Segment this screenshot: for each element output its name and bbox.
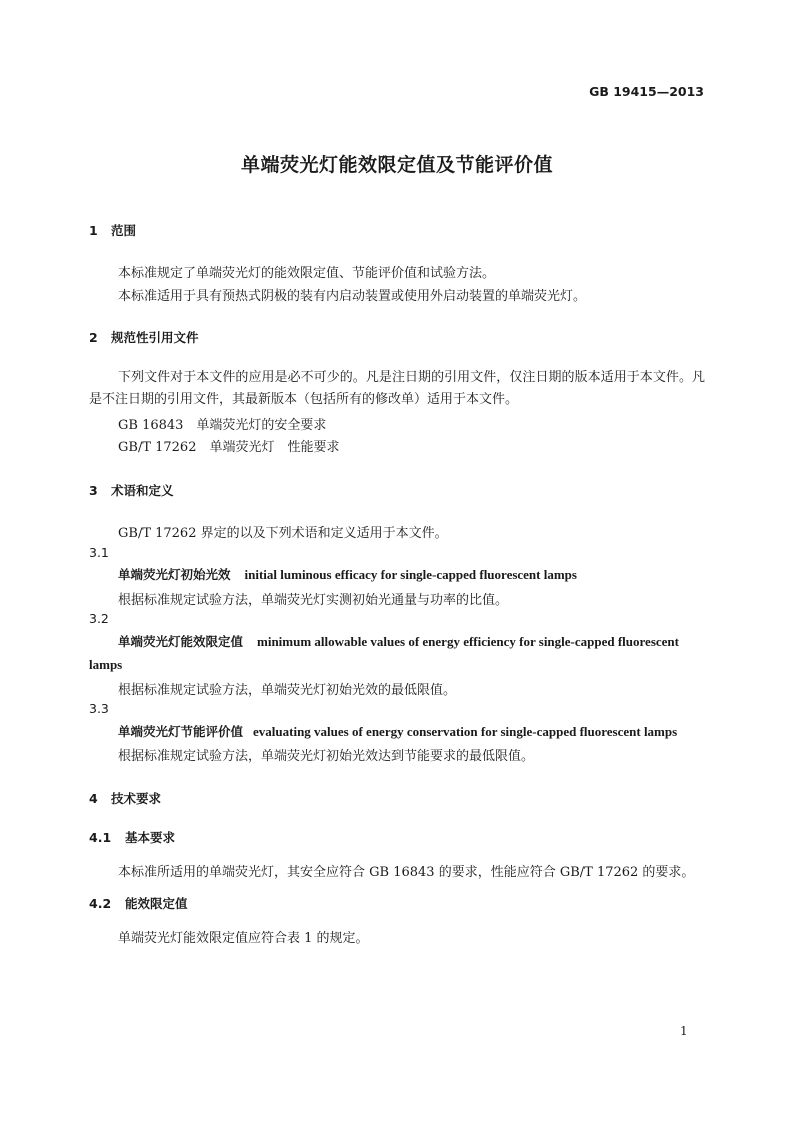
term-definition: 根据标准规定试验方法，单端荧光灯初始光效达到节能要求的最低限值。 (118, 749, 535, 764)
term-en: minimum allowable values of energy efficiency for single-capped fluorescent lamps (89, 634, 679, 672)
term-zh: 单端荧光灯能效限定值 (118, 634, 244, 649)
term-en: evaluating values of energy conservation for single-capped fluorescent lamps (253, 724, 678, 739)
term-en: initial luminous efficacy for single-capped fluorescent lamps (244, 567, 577, 582)
term-definition: 根据标准规定试验方法，单端荧光灯实测初始光通量与功率的比值。 (118, 593, 509, 608)
reference-item: GB 16843 单端荧光灯的安全要求 (118, 418, 327, 433)
subsection-number: 4.1 (89, 830, 112, 845)
section-number: 4 (89, 791, 98, 806)
section-title: 规范性引用文件 (111, 330, 199, 345)
efficiency-limit-text: 单端荧光灯能效限定值应符合表 1 的规定。 (118, 931, 369, 946)
scope-paragraph-1: 本标准规定了单端荧光灯的能效限定值、节能评价值和试验方法。 (118, 266, 496, 281)
subsection-number: 4.2 (89, 896, 112, 911)
subsection-title: 基本要求 (125, 830, 176, 845)
subsection-title: 能效限定值 (125, 896, 188, 911)
page-number: 1 (680, 1024, 688, 1038)
term-number: 3.3 (89, 701, 109, 716)
standard-code: GB 19415—2013 (589, 84, 704, 99)
section-number: 3 (89, 483, 98, 498)
section-title: 技术要求 (111, 791, 162, 806)
term-zh: 单端荧光灯节能评价值 (118, 724, 244, 739)
section-title: 术语和定义 (111, 483, 174, 498)
document-title: 单端荧光灯能效限定值及节能评价值 (240, 154, 553, 176)
term-entry (89, 564, 705, 587)
section-1-heading (89, 221, 136, 239)
basic-requirements-text: 本标准所适用的单端荧光灯，其安全应符合 GB 16843 的要求，性能应符合 GB/T 17262 的要求。 (118, 865, 695, 880)
references-intro: 下列文件对于本文件的应用是必不可少的。凡是注日期的引用文件，仅注日期的版本适用于本文件。凡是不注日期的引用文件，其最新版本（包括所有的修改单）适用于本文件。 (89, 370, 705, 407)
term-entry (89, 721, 705, 744)
section-2-heading (89, 328, 199, 346)
term-number: 3.1 (89, 545, 109, 560)
scope-paragraph-2: 本标准适用于具有预热式阴极的装有内启动装置或使用外启动装置的单端荧光灯。 (118, 289, 587, 304)
term-number: 3.2 (89, 611, 109, 626)
section-title: 范围 (111, 223, 137, 238)
term-zh: 单端荧光灯初始光效 (118, 567, 231, 582)
reference-item: GB/T 17262 单端荧光灯 性能要求 (118, 440, 340, 455)
term-definition: 根据标准规定试验方法，单端荧光灯初始光效的最低限值。 (118, 683, 457, 698)
section-number: 2 (89, 330, 98, 345)
subsection-4-2-heading (89, 894, 188, 912)
section-3-heading (89, 481, 174, 499)
term-entry (89, 631, 705, 677)
terms-intro: GB/T 17262 界定的以及下列术语和定义适用于本文件。 (118, 526, 448, 541)
section-4-heading (89, 789, 161, 807)
section-number: 1 (89, 223, 98, 238)
subsection-4-1-heading (89, 828, 175, 846)
